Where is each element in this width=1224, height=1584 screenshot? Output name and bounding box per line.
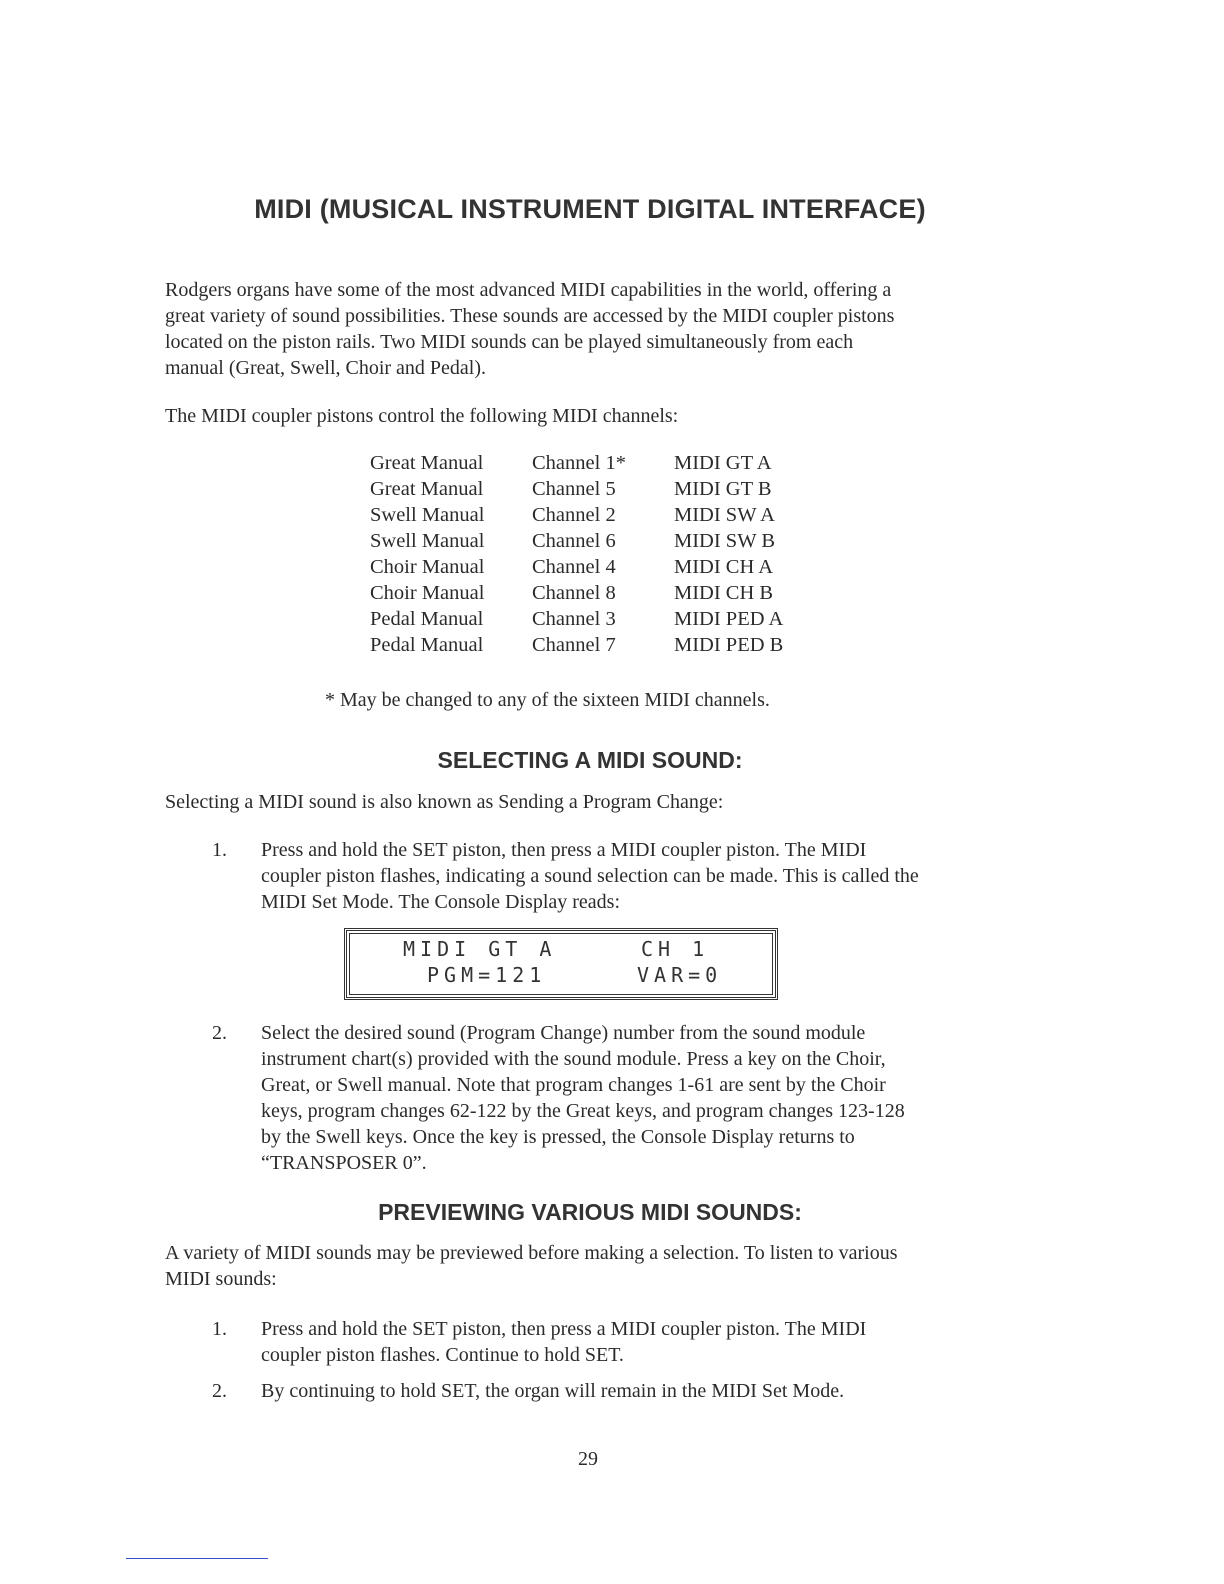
previewing-intro-line: MIDI sounds: [165,1268,277,1290]
intro-line: located on the piston rails. Two MIDI sounds can be played simultaneously from each [165,331,854,353]
step-text [261,1316,866,1368]
manual-cell: Pedal Manual [370,634,484,656]
step-number: 1. [212,839,227,861]
display-line1-left: MIDI GT A [403,937,557,961]
step-line: instrument chart(s) provided with the sound module. Press a key on the Choir, [261,1048,886,1070]
channel-cell: Channel 1* [532,452,626,474]
step-line: by the Swell keys. Once the key is pressed, the Console Display returns to [261,1126,855,1148]
channel-cell: Channel 4 [532,556,616,578]
piston-cell: MIDI SW B [674,530,775,552]
console-display [344,928,778,1000]
piston-cell: MIDI PED B [674,634,784,656]
step-line: keys, program changes 62-122 by the Great keys, and program changes 123-128 [261,1100,905,1122]
previewing-intro-line: A variety of MIDI sounds may be previewed before making a selection. To listen to various [165,1242,898,1264]
channels-intro: The MIDI coupler pistons control the following MIDI channels: [165,405,679,427]
step-line: Great, or Swell manual. Note that program changes 1-61 are sent by the Choir [261,1074,886,1096]
piston-cell: MIDI CH B [674,582,774,604]
step-line: Select the desired sound (Program Change) number from the sound module [261,1022,866,1044]
piston-cell: MIDI GT B [674,478,772,500]
step-number: 1. [212,1318,227,1340]
step-number: 2. [212,1380,227,1402]
manual-cell: Swell Manual [370,504,485,526]
channel-cell: Channel 3 [532,608,616,630]
manual-cell: Great Manual [370,478,484,500]
step-line: Press and hold the SET piston, then press a MIDI coupler piston. The MIDI [261,1318,867,1340]
step-line: coupler piston flashes, indicating a sound selection can be made. This is called the [261,865,919,887]
step-line: “TRANSPOSER 0”. [261,1152,427,1174]
selecting-heading: SELECTING A MIDI SOUND: [437,747,743,773]
page-title: MIDI (MUSICAL INSTRUMENT DIGITAL INTERFACE) [254,194,926,224]
manual-cell: Swell Manual [370,530,485,552]
channel-cell: Channel 2 [532,504,616,526]
channel-footnote: * May be changed to any of the sixteen MIDI channels. [325,689,770,711]
channel-cell: Channel 7 [532,634,616,656]
display-line2-left: PGM=121 [427,963,547,987]
piston-cell: MIDI CH A [674,556,774,578]
page-number: 29 [578,1448,598,1470]
selecting-intro: Selecting a MIDI sound is also known as Sending a Program Change: [165,791,724,813]
manual-cell: Pedal Manual [370,608,484,630]
step-line: By continuing to hold SET, the organ will remain in the MIDI Set Mode. [261,1380,845,1402]
step-text [261,1020,905,1176]
step-line: coupler piston flashes. Continue to hold SET. [261,1344,624,1366]
step-number: 2. [212,1022,227,1044]
step-line: Press and hold the SET piston, then press a MIDI coupler piston. The MIDI [261,839,867,861]
channel-cell: Channel 5 [532,478,616,500]
footer-rule [126,1558,268,1559]
manual-cell: Choir Manual [370,582,485,604]
manual-cell: Great Manual [370,452,484,474]
channel-cell: Channel 8 [532,582,616,604]
step-text [261,1378,844,1404]
previewing-intro [165,1240,1015,1292]
piston-cell: MIDI PED A [674,608,784,630]
intro-paragraph [165,277,1015,381]
step-text [261,837,919,915]
previewing-heading: PREVIEWING VARIOUS MIDI SOUNDS: [378,1199,802,1225]
intro-line: manual (Great, Swell, Choir and Pedal). [165,357,487,379]
intro-line: Rodgers organs have some of the most advanced MIDI capabilities in the world, offering a [165,279,892,301]
intro-line: great variety of sound possibilities. These sounds are accessed by the MIDI coupler pistons [165,305,895,327]
channel-cell: Channel 6 [532,530,616,552]
display-line2-right: VAR=0 [637,963,723,987]
piston-cell: MIDI GT A [674,452,772,474]
display-line1-right: CH 1 [641,937,710,961]
manual-cell: Choir Manual [370,556,485,578]
step-line: MIDI Set Mode. The Console Display reads: [261,891,621,913]
piston-cell: MIDI SW A [674,504,775,526]
